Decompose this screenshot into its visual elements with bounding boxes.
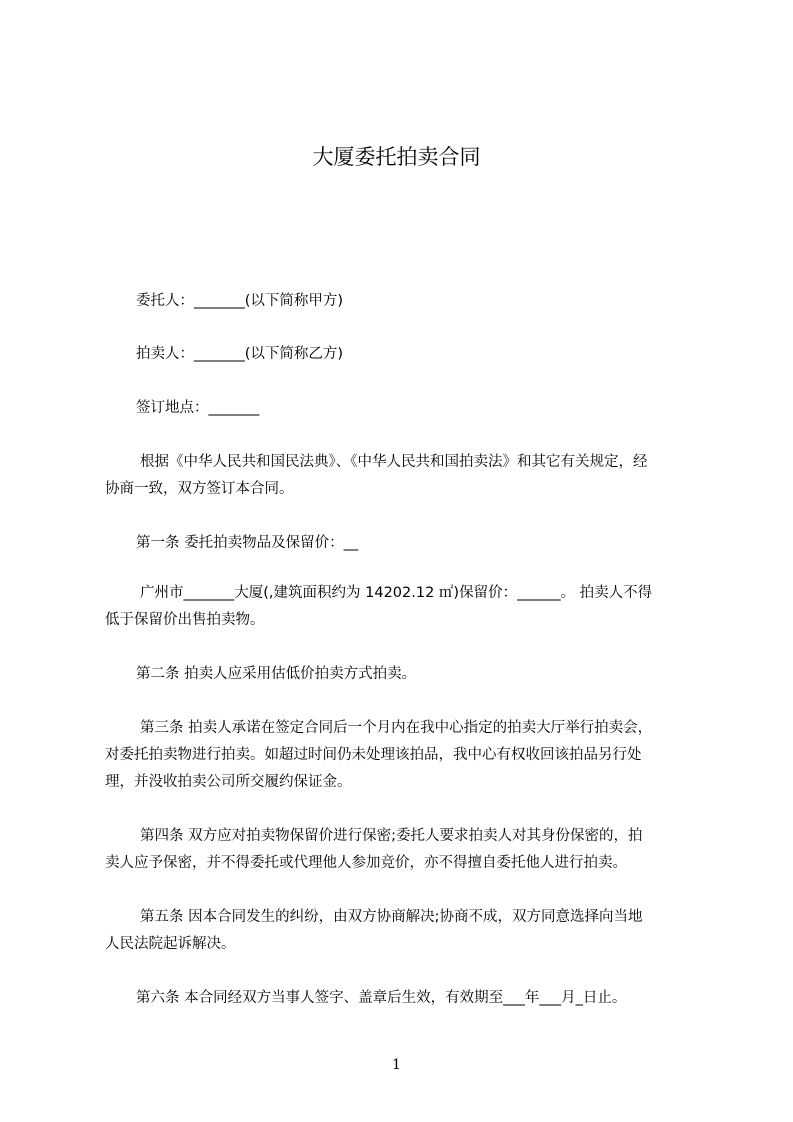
page-number: 1 xyxy=(392,1057,401,1073)
article-1-body-line-1: 广州市_______大厦(,建筑面积约为 14202.12 ㎡)保留价：______。 拍卖人不得 xyxy=(140,585,653,601)
auctioneer-line: 拍卖人：_______(以下简称乙方) xyxy=(136,346,344,362)
preamble-line-1: 根据《中华人民共和国民法典》、《中华人民共和国拍卖法》和其它有关规定，经 xyxy=(140,454,648,470)
article-4-line-1: 第四条 双方应对拍卖物保留价进行保密;委托人要求拍卖人对其身份保密的，拍 xyxy=(140,828,643,844)
article-2: 第二条 拍卖人应采用估低价拍卖方式拍卖。 xyxy=(136,666,417,682)
article-6: 第六条 本合同经双方当事人签字、盖章后生效，有效期至___年___月_日止。 xyxy=(136,990,627,1006)
article-5-line-2: 人民法院起诉解决。 xyxy=(105,936,236,952)
article-3-line-1: 第三条 拍卖人承诺在签定合同后一个月内在我中心指定的拍卖大厅举行拍卖会， xyxy=(140,720,653,736)
article-1-heading: 第一条 委托拍卖物品及保留价：__ xyxy=(136,535,359,551)
article-5-line-1: 第五条 因本合同发生的纠纷，由双方协商解决;协商不成，双方同意选择向当地 xyxy=(140,909,643,925)
preamble-line-2: 协商一致，双方签订本合同。 xyxy=(105,481,294,497)
article-4-line-2: 卖人应予保密，并不得委托或代理他人参加竞价，亦不得擅自委托他人进行拍卖。 xyxy=(105,855,627,871)
article-3-line-2: 对委托拍卖物进行拍卖。如超过时间仍未处理该拍品，我中心有权收回该拍品另行处 xyxy=(105,747,642,763)
signing-place-line: 签订地点：_______ xyxy=(136,400,260,416)
document-title: 大厦委托拍卖合同 xyxy=(312,145,481,169)
consignor-line: 委托人：_______(以下简称甲方) xyxy=(136,293,344,309)
article-3-line-3: 理，并没收拍卖公司所交履约保证金。 xyxy=(105,774,352,790)
article-1-body-line-2: 低于保留价出售拍卖物。 xyxy=(105,612,265,628)
